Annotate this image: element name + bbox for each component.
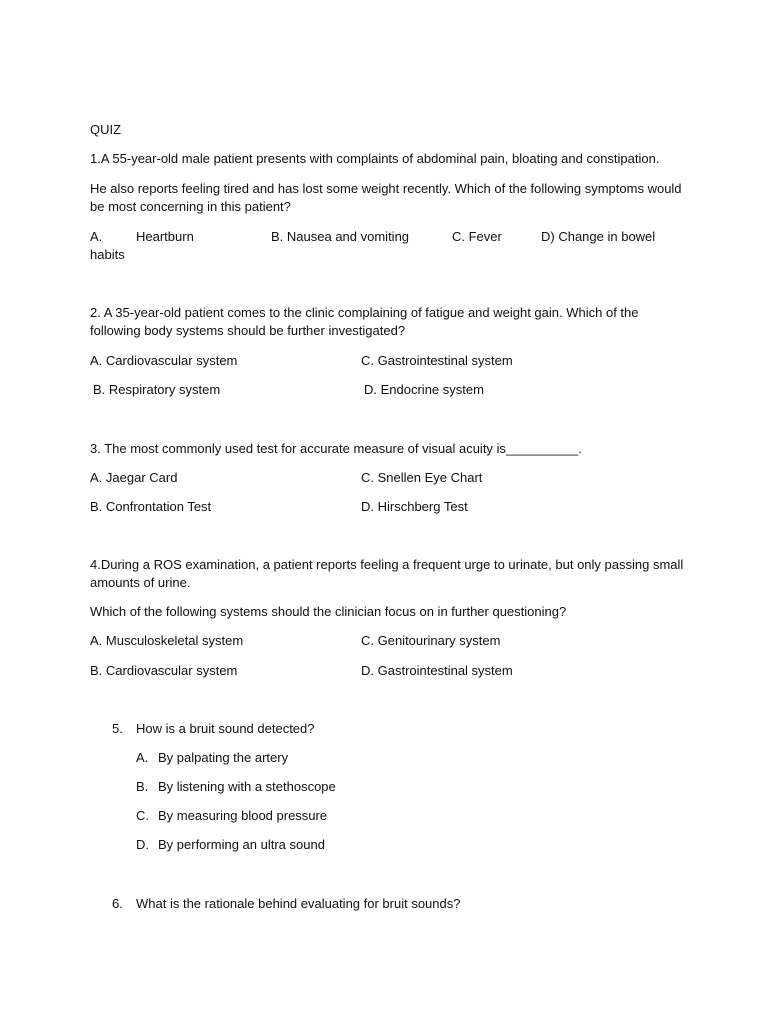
question-3-option-d: D. Hirschberg Test bbox=[361, 499, 468, 514]
question-5-option-a-letter: A. bbox=[136, 750, 149, 765]
question-4-option-b: B. Cardiovascular system bbox=[90, 663, 238, 678]
question-3-option-a: A. Jaegar Card bbox=[90, 470, 178, 485]
question-5-option-c-text: By measuring blood pressure bbox=[158, 808, 328, 823]
question-6-stem: What is the rationale behind evaluating for bruit sounds? bbox=[136, 896, 461, 911]
question-5-option-a-text: By palpating the artery bbox=[158, 750, 289, 765]
question-3-option-b: B. Confrontation Test bbox=[90, 499, 212, 514]
question-1-option-d-line-2: habits bbox=[90, 247, 125, 262]
question-2-option-a: A. Cardiovascular system bbox=[90, 353, 238, 368]
question-2-option-c: C. Gastrointestinal system bbox=[361, 353, 513, 368]
question-3-stem: 3. The most commonly used test for accurate measure of visual acuity is__________. bbox=[90, 441, 582, 456]
question-5-option-d-text: By performing an ultra sound bbox=[158, 837, 325, 852]
question-4-stem-line-3: Which of the following systems should the clinician focus on in further questioning? bbox=[90, 604, 567, 619]
question-5-option-c-letter: C. bbox=[136, 808, 149, 823]
question-2-option-d: D. Endocrine system bbox=[364, 382, 484, 397]
question-4-stem-line-1: 4.During a ROS examination, a patient reports feeling a frequent urge to urinate, but only passing small bbox=[90, 557, 684, 572]
question-5-option-b-letter: B. bbox=[136, 779, 149, 794]
question-4-option-a: A. Musculoskeletal system bbox=[90, 633, 244, 648]
quiz-title: QUIZ bbox=[90, 122, 122, 137]
question-1-option-b: B. Nausea and vomiting bbox=[271, 229, 410, 244]
question-2-option-b: B. Respiratory system bbox=[93, 382, 221, 397]
question-1-stem-line-2: He also reports feeling tired and has lost some weight recently. Which of the following symptoms would bbox=[90, 181, 682, 196]
question-1-stem-line-1: 1.A 55-year-old male patient presents with complaints of abdominal pain, bloating and constipation. bbox=[90, 151, 660, 166]
question-5-stem: How is a bruit sound detected? bbox=[136, 721, 315, 736]
question-3-option-c: C. Snellen Eye Chart bbox=[361, 470, 483, 485]
question-2-stem-line-1: 2. A 35-year-old patient comes to the clinic complaining of fatigue and weight gain. Which of the bbox=[90, 305, 639, 320]
question-1-option-a-text: Heartburn bbox=[136, 229, 194, 244]
question-6-number: 6. bbox=[112, 896, 123, 911]
question-1-stem-line-3: be most concerning in this patient? bbox=[90, 199, 291, 214]
question-4-stem-line-2: amounts of urine. bbox=[90, 575, 191, 590]
question-4-option-c: C. Genitourinary system bbox=[361, 633, 501, 648]
question-5-option-d-letter: D. bbox=[136, 837, 149, 852]
question-1-option-c: C. Fever bbox=[452, 229, 502, 244]
question-4-option-d: D. Gastrointestinal system bbox=[361, 663, 513, 678]
question-1-option-a-letter: A. bbox=[90, 229, 103, 244]
question-5-number: 5. bbox=[112, 721, 123, 736]
question-5-option-b-text: By listening with a stethoscope bbox=[158, 779, 336, 794]
question-2-stem-line-2: following body systems should be further investigated? bbox=[90, 323, 406, 338]
question-1-option-d-line-1: D) Change in bowel bbox=[541, 229, 656, 244]
